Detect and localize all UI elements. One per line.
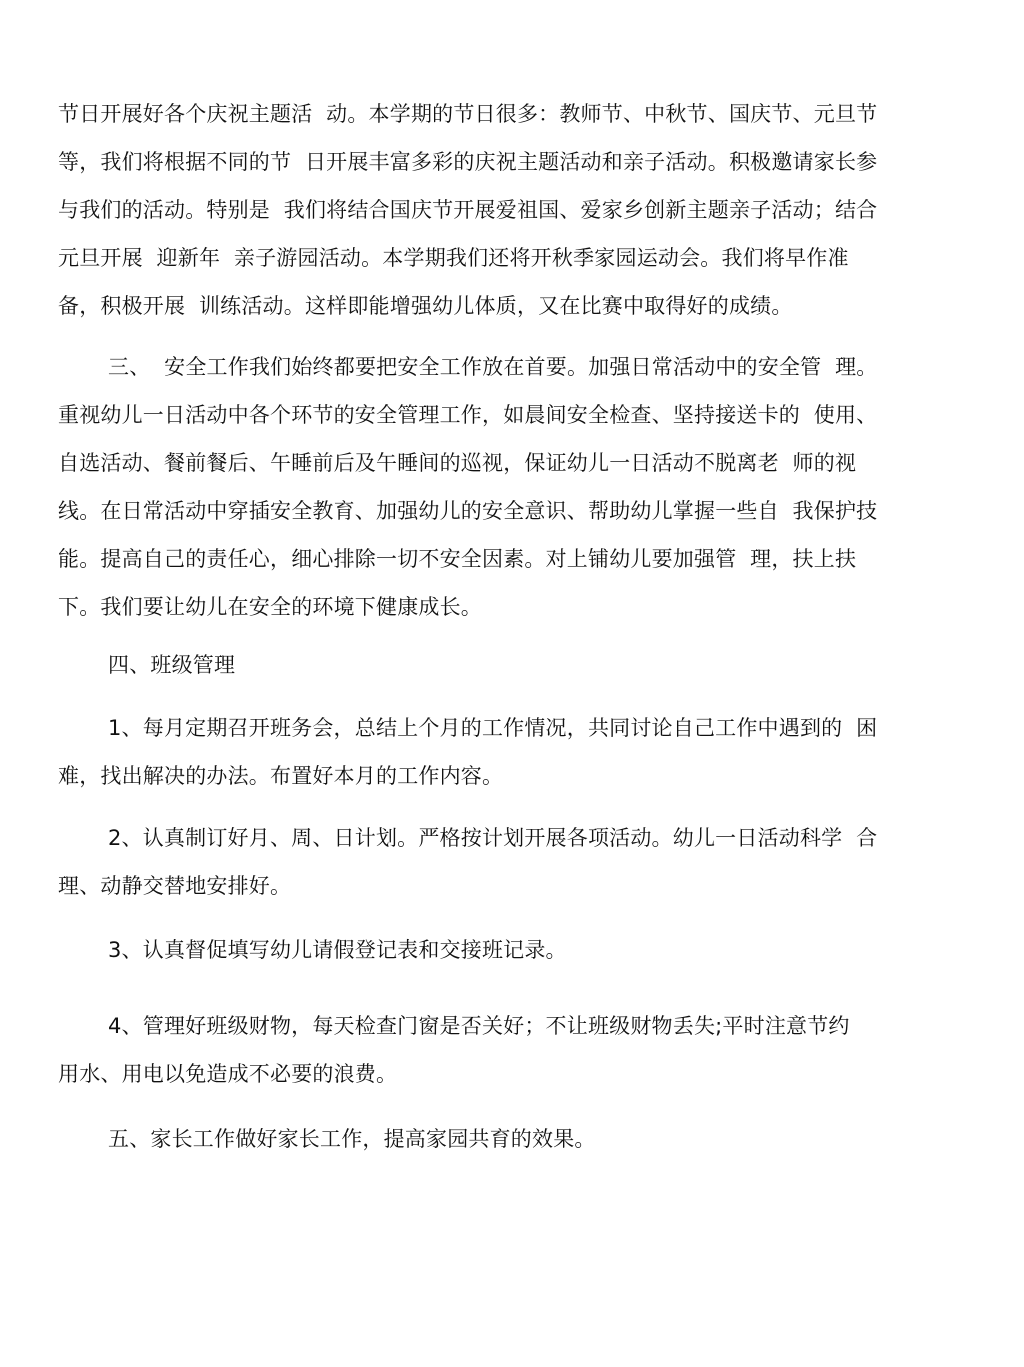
text-line: 元旦开展 迎新年 亲子游园活动。本学期我们还将开秋季家园运动会。我们将早作准 xyxy=(58,246,849,270)
text-line: 下。我们要让幼儿在安全的环境下健康成长。 xyxy=(58,595,482,619)
section-heading-line: 三、 安全工作我们始终都要把安全工作放在首要。加强日常活动中的安全管 理。 xyxy=(108,355,878,379)
text-line: 重视幼儿一日活动中各个环节的安全管理工作，如晨间安全检查、坚持接送卡的 使用、 xyxy=(58,403,878,427)
section-heading: 四、班级管理 xyxy=(108,653,236,677)
list-item-4 xyxy=(58,1002,958,1098)
text-line: 2、认真制订好月、周、日计划。严格按计划开展各项活动。幼儿一日活动科学 合 xyxy=(108,826,878,850)
text-line: 自选活动、餐前餐后、午睡前后及午睡间的巡视，保证幼儿一日活动不脱离老 师的视 xyxy=(58,451,857,475)
list-item-3 xyxy=(58,926,958,974)
text-line: 用水、用电以免造成不必要的浪费。 xyxy=(58,1062,398,1086)
text-line: 难，找出解决的办法。布置好本月的工作内容。 xyxy=(58,764,504,788)
text-line: 备，积极开展 训练活动。这样即能增强幼儿体质，又在比赛中取得好的成绩。 xyxy=(58,294,793,318)
text-line: 节日开展好各个庆祝主题活 动。本学期的节日很多：教师节、中秋节、国庆节、元旦节 xyxy=(58,102,878,126)
text-line: 与我们的活动。特别是 我们将结合国庆节开展爱祖国、爱家乡创新主题亲子活动；结合 xyxy=(58,198,878,222)
text-line: 等，我们将根据不同的节 日开展丰富多彩的庆祝主题活动和亲子活动。积极邀请家长参 xyxy=(58,150,878,174)
list-item-1 xyxy=(58,704,958,800)
paragraph-safety-work xyxy=(58,343,958,631)
paragraph-festival-activities xyxy=(58,90,958,330)
text-line: 能。提高自己的责任心，细心排除一切不安全因素。对上铺幼儿要加强管 理，扶上扶 xyxy=(58,547,857,571)
section-heading-parent-work xyxy=(58,1115,958,1163)
section-heading-class-management xyxy=(58,641,958,689)
text-line: 线。在日常活动中穿插安全教育、加强幼儿的安全意识、帮助幼儿掌握一些自 我保护技 xyxy=(58,499,878,523)
text-line: 理、动静交替地安排好。 xyxy=(58,874,292,898)
section-heading: 五、家长工作做好家长工作，提高家园共育的效果。 xyxy=(108,1127,596,1151)
list-item-2 xyxy=(58,814,958,910)
text-line: 1、每月定期召开班务会，总结上个月的工作情况，共同讨论自己工作中遇到的 困 xyxy=(108,716,878,740)
text-line: 4、管理好班级财物，每天检查门窗是否关好；不让班级财物丢失;平时注意节约 xyxy=(108,1014,850,1038)
text-line: 3、认真督促填写幼儿请假登记表和交接班记录。 xyxy=(108,938,567,962)
